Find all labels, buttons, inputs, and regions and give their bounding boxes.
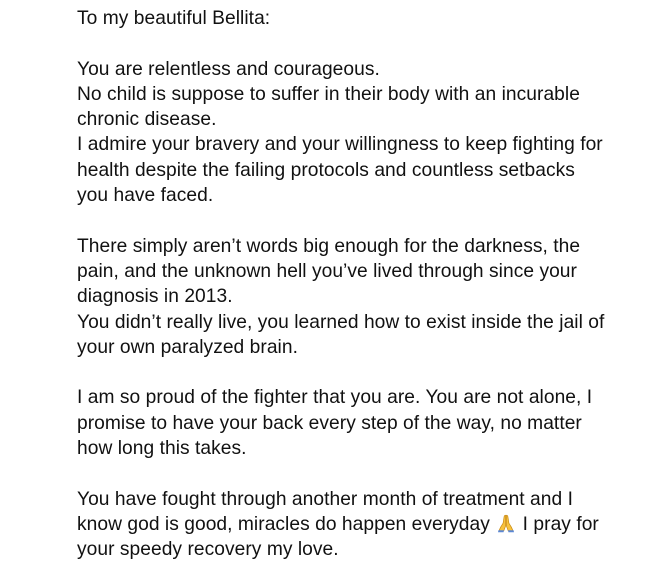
text-line: diagnosis in 2013. — [77, 286, 233, 308]
text-segment: I pray for — [517, 513, 599, 535]
text-line: There simply aren’t words big enough for the darkness, the — [77, 235, 581, 257]
text-line: promise to have your back every step of the way, no matter — [77, 412, 582, 434]
text-line: chronic disease. — [77, 109, 217, 131]
text-line-with-emoji — [77, 512, 647, 537]
text-line: You didn’t really live, you learned how to exist inside the jail of — [77, 311, 605, 333]
text-line: you have faced. — [77, 185, 214, 207]
text-line: I am so proud of the fighter that you are. You are not alone, I — [77, 387, 593, 409]
text-line: your speedy recovery my love. — [77, 539, 339, 561]
text-line: pain, and the unknown hell you’ve lived through since your — [77, 260, 577, 282]
greeting-paragraph — [77, 6, 647, 31]
post-body — [77, 6, 647, 563]
text-line: No child is suppose to suffer in their body with an incurable — [77, 83, 580, 105]
text-line: I admire your bravery and your willingness to keep fighting for — [77, 134, 603, 156]
text-line: your own paralyzed brain. — [77, 336, 298, 358]
paragraph-treatment — [77, 487, 647, 563]
text-line: health despite the failing protocols and countless setbacks — [77, 159, 575, 181]
text-line: how long this takes. — [77, 438, 247, 460]
text-line: You have fought through another month of treatment and I — [77, 488, 573, 510]
folded-hands-icon — [496, 513, 516, 533]
greeting-line: To my beautiful Bellita: — [77, 8, 271, 29]
paragraph-darkness — [77, 234, 647, 360]
text-segment: know god is good, miracles do happen everyday — [77, 513, 496, 535]
text-line: You are relentless and courageous. — [77, 58, 380, 80]
paragraph-courage — [77, 57, 647, 209]
paragraph-proud — [77, 385, 647, 461]
